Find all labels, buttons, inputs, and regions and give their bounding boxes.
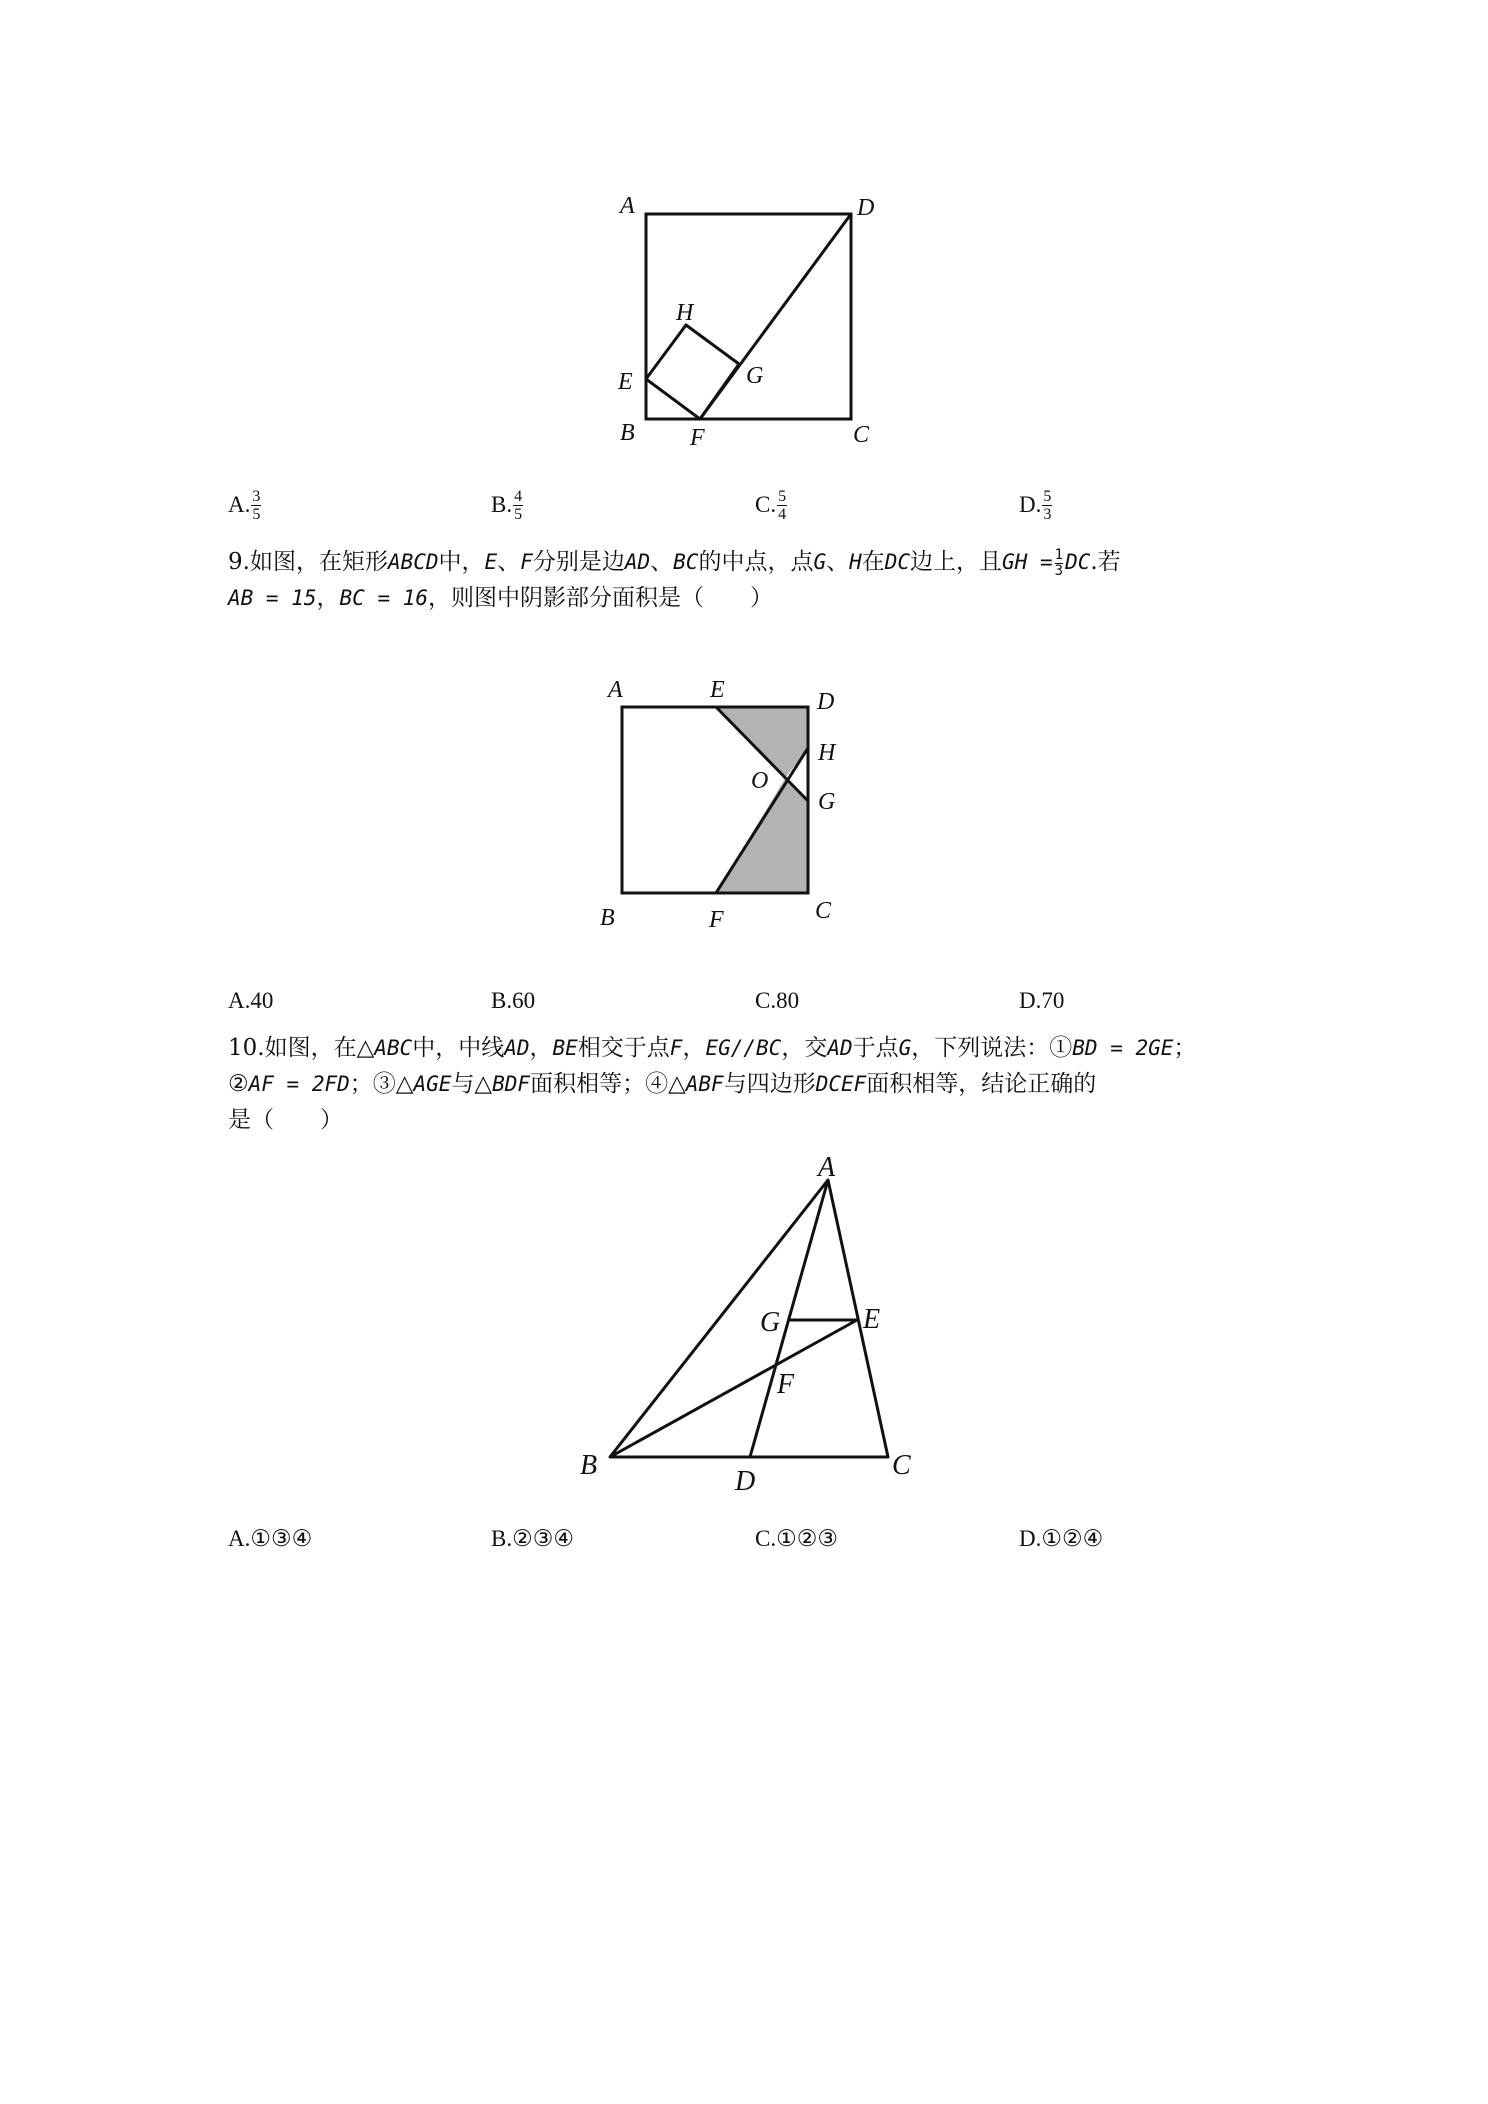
label-g: G — [818, 789, 836, 815]
q10-option-d[interactable]: D.①②④ — [1019, 1526, 1104, 1551]
q9-option-a[interactable]: A.40 — [228, 988, 274, 1013]
inner-square-efgh — [646, 325, 739, 419]
q9-option-c[interactable]: C.80 — [755, 988, 800, 1013]
label-f: F — [709, 907, 724, 933]
label-f: F — [777, 1369, 795, 1400]
q9-options — [228, 976, 1278, 1026]
q8-option-a[interactable]: A. $\frac{3}{5}$ — [228, 487, 261, 523]
q9-option-d[interactable]: D.70 — [1019, 988, 1065, 1013]
label-c: C — [892, 1450, 911, 1481]
label-a: A — [608, 677, 623, 703]
q8-option-c[interactable]: C. $\frac{5}{4}$ — [755, 487, 787, 523]
label-e: E — [618, 369, 633, 395]
label-d: D — [857, 195, 875, 221]
label-b: B — [620, 420, 635, 446]
q10-options — [228, 1514, 1278, 1564]
label-a: A — [818, 1152, 836, 1183]
figure-q10-triangle — [570, 1140, 930, 1500]
label-o: O — [751, 768, 769, 794]
q10-option-a[interactable]: A.①③④ — [228, 1526, 313, 1551]
median-be — [610, 1320, 857, 1457]
q8-option-b[interactable]: B. $\frac{4}{5}$ — [491, 487, 523, 523]
question-10 — [228, 1030, 1268, 1138]
label-d: D — [817, 689, 835, 715]
label-c: C — [815, 898, 832, 924]
q10-line-3: 是（ ） — [228, 1107, 343, 1133]
q10-option-c[interactable]: C.①②③ — [755, 1526, 838, 1551]
label-d: D — [735, 1466, 756, 1497]
q9-line-1: 9.如图，在矩形ABCD中，E、F分别是边AD、BC的中点，点G、H在DC边上，且GH = $\frac{1}{3}$ DC.若 — [228, 546, 1121, 579]
shaded-region-bottom — [716, 777, 808, 893]
label-f: F — [690, 425, 705, 451]
q10-option-b[interactable]: B.②③④ — [491, 1526, 574, 1551]
label-e: E — [710, 677, 725, 703]
label-b: B — [600, 905, 615, 931]
q10-line-1: 10.如图，在△ABC中，中线AD，BE相交于点F，EG//BC，交AD于点G，下列说法：①BD = 2GE； — [228, 1035, 1197, 1061]
label-c: C — [853, 422, 870, 448]
label-h: H — [818, 740, 836, 766]
q9-line-2: AB = 15，BC = 16，则图中阴影部分面积是（ ） — [228, 585, 774, 611]
label-a: A — [620, 193, 635, 219]
label-g: G — [746, 363, 764, 389]
label-g: G — [760, 1307, 781, 1338]
label-b: B — [580, 1450, 598, 1481]
q8-options — [228, 480, 1278, 530]
shaded-region-top — [716, 707, 808, 777]
q8-option-d[interactable]: D. $\frac{5}{3}$ — [1019, 487, 1052, 523]
figure-q8-square — [600, 180, 900, 460]
q10-line-2: ②AF = 2FD；③△AGE与△BDF面积相等；④△ABF与四边形DCEF面积相等，结论正确的 — [228, 1071, 1097, 1097]
label-e: E — [863, 1304, 881, 1335]
label-h: H — [676, 300, 694, 326]
q9-option-b[interactable]: B.60 — [491, 988, 536, 1013]
question-9 — [228, 544, 1268, 616]
figure-q9-rectangle — [590, 660, 870, 940]
